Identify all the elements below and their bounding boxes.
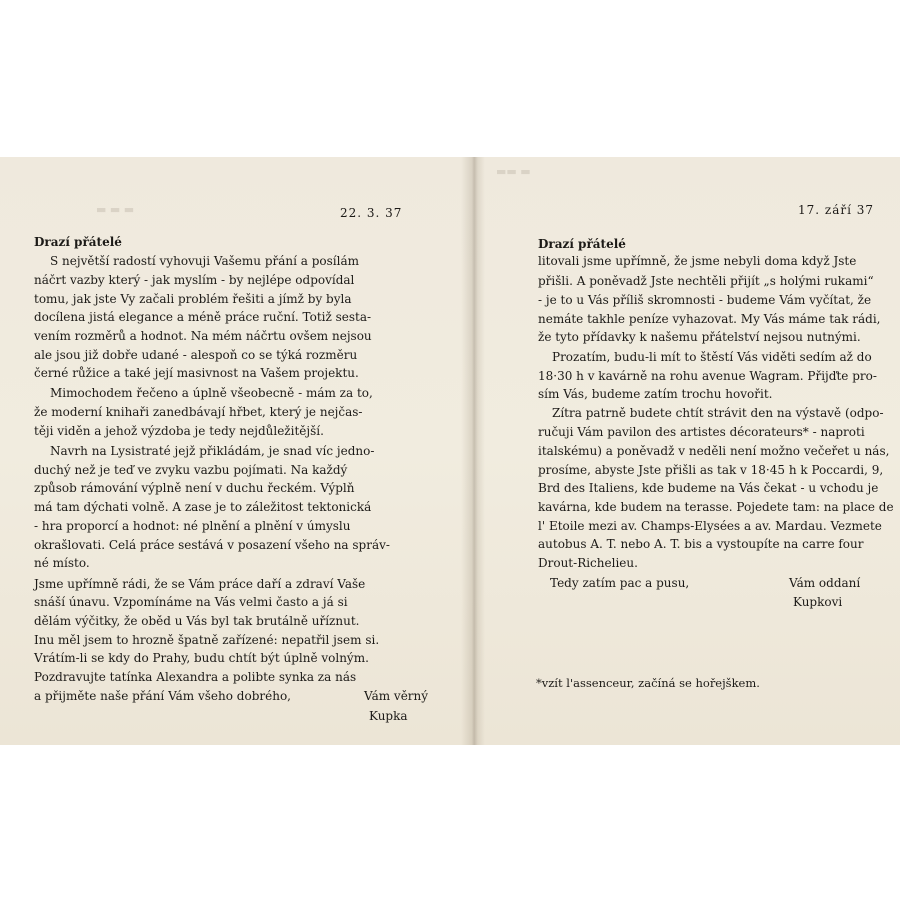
- left-line: Jsme upřímně rádi, že se Vám práce daří a zdraví Vaše: [34, 577, 366, 591]
- left-line: snáší únavu. Vzpomínáme na Vás velmi často a já si: [34, 595, 348, 609]
- right-footnote: *vzít l'assenceur, začíná se hořejškem.: [536, 676, 760, 690]
- right-line: přišli. A poněvadž Jste nechtěli přijít „s holými rukami“: [538, 274, 874, 288]
- left-line: Pozdravujte tatínka Alexandra a polibte synka za nás: [34, 670, 357, 684]
- right-line: autobus A. T. nebo A. T. bis a vystoupíte na carre four: [538, 537, 864, 551]
- right-page: [478, 157, 900, 745]
- right-line: kavárna, kde budem na terasse. Pojedete tam: na place de: [538, 500, 894, 514]
- right-page-date: 17. září 37: [798, 203, 875, 217]
- left-line: těji viděn a jehož výzdoba je tedy nejdůležitější.: [34, 424, 324, 438]
- right-line: že tyto přídavky k našemu přátelství nejsou nutnými.: [538, 330, 861, 344]
- right-line: - je to u Vás příliš skromnosti - budeme Vám vyčítat, že: [538, 293, 872, 307]
- show-through-mark: ▬▬ ▬: [496, 165, 531, 178]
- left-line: S největší radostí vyhovuji Vašemu přání a posílám: [50, 254, 360, 268]
- left-line: vením rozměrů a hodnot. Na mém náčrtu ovšem nejsou: [34, 329, 372, 343]
- left-line: Navrh na Lysistraté jejž přikládám, je snad víc jedno-: [50, 444, 375, 458]
- right-line: sím Vás, budeme zatím trochu hovořit.: [538, 387, 773, 401]
- left-line: a přijměte naše přání Vám všeho dobrého,: [34, 689, 291, 703]
- right-line: l' Etoile mezi av. Champs-Elysées a av. Mardau. Vezmete: [538, 519, 882, 533]
- left-salutation: Drazí přátelé: [34, 235, 122, 249]
- right-line: italskému) a poněvadž v neděli není možno večeřet u nás,: [538, 444, 890, 458]
- left-line: má tam dýchati volně. A zase je to záležitost tektonická: [34, 500, 372, 514]
- left-line: docílena jistá elegance a méně práce ruční. Totiž sesta-: [34, 310, 372, 324]
- right-farewell: Tedy zatím pac a pusu,: [550, 576, 690, 590]
- right-line: 18·30 h v kavárně na rohu avenue Wagram. Přijďte pro-: [538, 369, 877, 383]
- left-closing: Vám věrný: [364, 689, 429, 703]
- right-line: Zítra patrně budete chtít strávit den na výstavě (odpo-: [552, 406, 884, 420]
- left-line: náčrt vazby který - jak myslím - by nejlépe odpovídal: [34, 273, 355, 287]
- right-line: ručuji Vám pavilon des artistes décorateurs* - naproti: [538, 425, 865, 439]
- left-line: - hra proporcí a hodnot: né plnění a plnění v úmyslu: [34, 519, 351, 533]
- right-line: Brd des Italiens, kde budeme na Vás čekat - u vchodu je: [538, 481, 879, 495]
- left-line: duchý než je teď ve zvyku vazbu pojímati. Na každý: [34, 463, 348, 477]
- left-line: tomu, jak jste Vy začali problém řešiti a jímž by byla: [34, 292, 352, 306]
- left-line: černé růžice a také její masivnost na Vašem projektu.: [34, 366, 359, 380]
- right-line: Drout-Richelieu.: [538, 556, 638, 570]
- right-line: litovali jsme upřímně, že jsme nebyli doma když Jste: [538, 254, 857, 268]
- show-through-mark: ▬ ▬ ▬: [96, 203, 135, 216]
- left-line: způsob rámování výplně není v duchu řeckém. Výplň: [34, 481, 355, 495]
- left-line: né místo.: [34, 556, 90, 570]
- left-page-date: 22. 3. 37: [340, 206, 403, 220]
- right-closing: Vám oddaní: [789, 576, 861, 590]
- right-line: nemáte takhle peníze vyhazovat. My Vás máme tak rádi,: [538, 312, 881, 326]
- left-line: že moderní knihaři zanedbávají hřbet, který je nejčas-: [34, 405, 363, 419]
- right-signature: Kupkovi: [793, 595, 843, 609]
- right-salutation: Drazí přátelé: [538, 237, 626, 251]
- book-spread: [0, 157, 900, 745]
- left-signature: Kupka: [369, 709, 408, 723]
- left-line: Mimochodem řečeno a úplně všeobecně - mám za to,: [50, 386, 373, 400]
- left-page: [0, 157, 468, 745]
- left-line: Vrátím-li se kdy do Prahy, budu chtít být úplně volným.: [34, 651, 369, 665]
- left-line: ale jsou již dobře udané - alespoň co se týká rozměru: [34, 348, 358, 362]
- left-line: dělám výčitky, že oběd u Vás byl tak brutálně uříznut.: [34, 614, 360, 628]
- left-line: okrašlovati. Celá práce sestává v posazení všeho na správ-: [34, 538, 390, 552]
- right-line: Prozatím, budu-li mít to štěstí Vás viděti sedím až do: [552, 350, 872, 364]
- left-line: Inu měl jsem to hrozně špatně zařízené: nepatřil jsem si.: [34, 633, 380, 647]
- right-line: prosíme, abyste Jste přišli as tak v 18·45 h k Poccardi, 9,: [538, 463, 884, 477]
